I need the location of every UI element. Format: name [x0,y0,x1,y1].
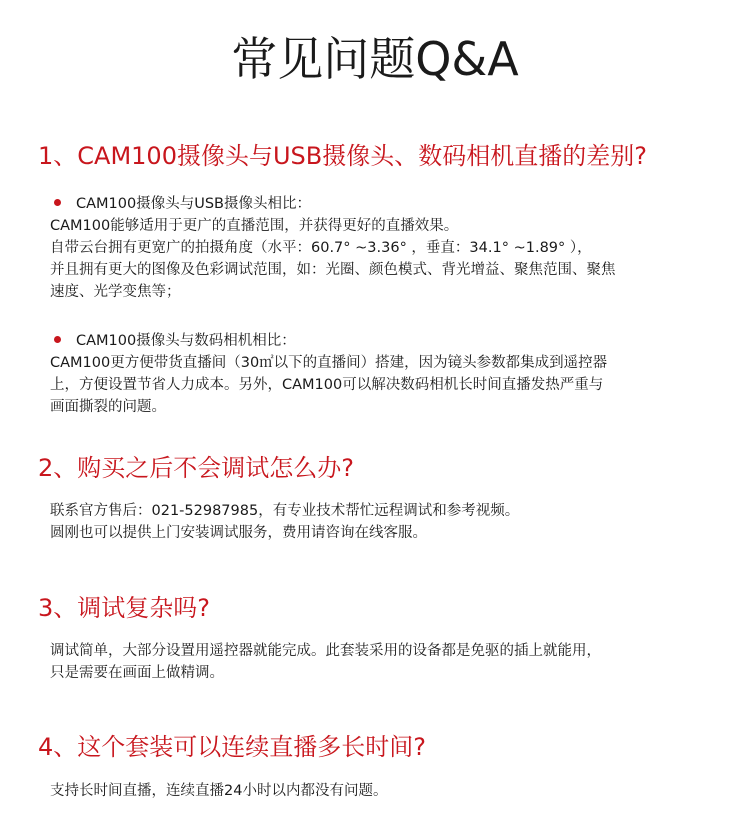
answer-line: 并且拥有更大的图像及色彩调试范围，如：光圈、颜色模式、背光增益、聚焦范围、聚焦 [50,262,616,278]
answer-line: 支持长时间直播，连续直播24小时以内都没有问题。 [50,783,388,799]
bullet-item [47,330,710,352]
faq-question-2: 2、购买之后不会调试怎么办? [38,454,355,482]
answer-line: 自带云台拥有更宽广的拍摄角度（水平：60.7° ~3.36° ，垂直：34.1° ~1.89° ）， [50,240,592,256]
answer-line: CAM100更方便带货直播间（30㎡以下的直播间）搭建，因为镜头参数都集成到遥控器 [50,355,608,371]
answer-line: 只是需要在画面上做精调。 [50,665,224,681]
answer-line: 调试简单，大部分设置用遥控器就能完成。此套装采用的设备都是免驱的插上就能用， [50,643,601,659]
answer-line: 上，方便设置节省人力成本。另外，CAM100可以解决数码相机长时间直播发热严重与 [50,377,604,393]
faq-question-4: 4、这个套装可以连续直播多长时间? [38,733,427,761]
answer-line: 画面撕裂的问题。 [50,399,166,415]
faq-answer-2 [50,500,710,544]
answer-line: 联系官方售后：021-52987985，有专业技术帮忙远程调试和参考视频。 [50,503,520,519]
bullet-item [47,193,710,215]
faq-answer-4 [50,780,710,802]
faq-question-1: 1、CAM100摄像头与USB摄像头、数码相机直播的差别? [38,142,647,170]
faq-answer-1 [50,193,710,418]
faq-answer-3 [50,640,710,684]
page-title: 常见问题Q&A [231,32,519,86]
bullet-heading: CAM100摄像头与USB摄像头相比： [76,196,311,212]
answer-line: CAM100能够适用于更广的直播范围，并获得更好的直播效果。 [50,218,459,234]
answer-line: 速度、光学变焦等； [50,284,181,300]
faq-question-3: 3、调试复杂吗? [38,594,211,622]
bullet-heading: CAM100摄像头与数码相机相比： [76,333,296,349]
bullet-dot-icon [54,199,61,206]
answer-line: 圆刚也可以提供上门安装调试服务，费用请咨询在线客服。 [50,525,427,541]
bullet-dot-icon [54,336,61,343]
